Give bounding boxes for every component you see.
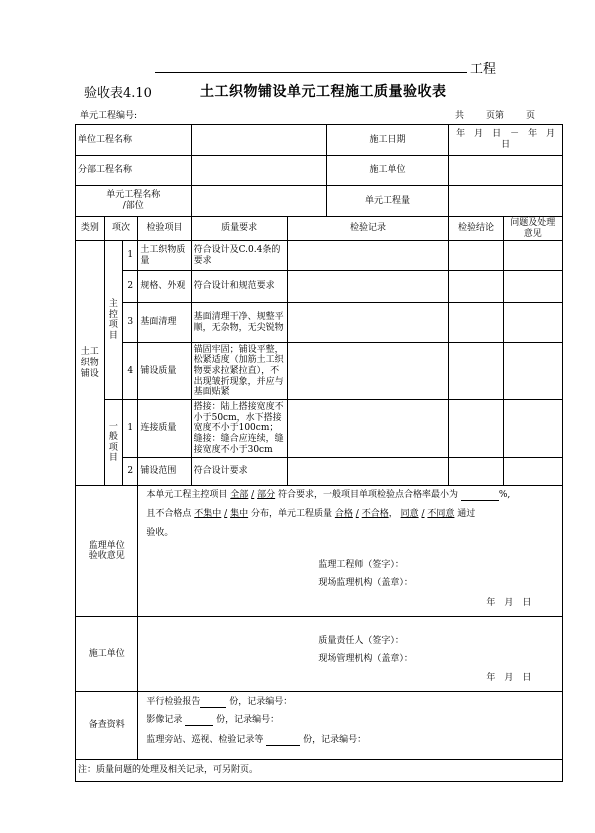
general-item-conclusion[interactable]	[449, 400, 503, 458]
quantity-value[interactable]	[449, 186, 563, 217]
main-group-cell: 主控项目	[104, 241, 122, 400]
main-item-record[interactable]	[287, 271, 449, 303]
supervisor-signature[interactable]: 监理工程师（签字）：	[318, 560, 404, 571]
option-qualified[interactable]: 合格	[334, 509, 353, 520]
acceptance-table	[75, 124, 563, 782]
main-item-record[interactable]	[287, 343, 449, 400]
main-item-issue[interactable]	[503, 343, 562, 400]
main-item-no: 4	[123, 343, 138, 400]
main-item-issue[interactable]	[503, 271, 562, 303]
main-item-no: 2	[123, 271, 138, 303]
unit-project-label: 单位工程名称	[76, 125, 192, 156]
main-item-issue[interactable]	[503, 241, 562, 271]
constructor-label: 施工单位	[326, 156, 449, 186]
option-disagree[interactable]: 不同意	[427, 509, 455, 520]
option-agree[interactable]: 同意	[400, 509, 419, 520]
supervision-date[interactable]: 年 月 日	[486, 598, 532, 609]
main-item-record[interactable]	[287, 241, 449, 271]
project-name-line	[155, 72, 467, 73]
general-item-req: 搭接：陆上搭接宽度不小于50cm，水下搭接宽度不小于100cm；缝接：缝合应连续，缝接宽度不小于30cm	[191, 400, 287, 458]
general-item-no: 1	[123, 400, 138, 458]
reference-content: 平行检验报告 份，记录编号： 影像记录 份，记录编号： 监理旁站、巡视、检验记录等 份，记录编号：	[138, 692, 563, 760]
main-item-conclusion[interactable]	[449, 343, 503, 400]
main-item-conclusion[interactable]	[449, 241, 503, 271]
date-value[interactable]: 年 月 日 － 年 月 日	[449, 125, 563, 156]
main-item-req: 锚固牢固；铺设平整，松紧适度（加筋土工织物要求拉紧拉直），不出现皱折现象，并应与基面贴紧	[191, 343, 287, 400]
main-item-req: 符合设计和规范要求	[191, 271, 287, 303]
general-item-issue[interactable]	[503, 400, 562, 458]
reference-label: 备查资料	[76, 692, 138, 760]
supervision-label: 监理单位 验收意见	[76, 486, 138, 617]
form-number: 验收表4.10	[84, 86, 152, 101]
category-cell: 土工织物铺设	[76, 241, 105, 486]
constructor-value[interactable]	[449, 156, 563, 186]
option-not-concentrated[interactable]: 不集中	[194, 509, 222, 520]
footer-note: 注：质量问题的处理及相关记录，可另附页。	[76, 760, 563, 782]
option-unqualified[interactable]: 不合格	[361, 509, 389, 520]
main-item-conclusion[interactable]	[449, 271, 503, 303]
quantity-label: 单元工程量	[326, 186, 449, 217]
sub-project-label: 分部工程名称	[76, 156, 192, 186]
main-item-name: 基面清理	[138, 303, 191, 343]
quality-signature[interactable]: 质量责任人（签字）：	[318, 636, 404, 647]
col-item: 检验项目	[138, 217, 191, 241]
general-item-issue[interactable]	[503, 458, 562, 486]
general-item-req: 符合设计要求	[191, 458, 287, 486]
option-part[interactable]: 部分	[257, 490, 276, 501]
unit-number-label: 单元工程编号:	[80, 111, 138, 121]
main-item-name: 铺设质量	[138, 343, 191, 400]
sub-project-value[interactable]	[191, 156, 326, 186]
main-item-no: 1	[123, 241, 138, 271]
pass-rate-blank[interactable]	[461, 491, 499, 501]
date-label: 施工日期	[326, 125, 449, 156]
main-item-issue[interactable]	[503, 303, 562, 343]
supervision-seal[interactable]: 现场监理机构（盖章）：	[318, 578, 413, 589]
supervision-opinion: 本单元工程主控项目 全部 / 部分 符合要求，一般项目单项检验点合格率最小为 %, 且不合格点 不集中 / 集中 分布，单元工程质量 合格 / 不合格， 同意 / 不同意 通过 验收。 监理工程师（签字）： 现场监理机构（盖章）： 年 月 日	[138, 486, 563, 617]
option-all[interactable]: 全部	[230, 490, 249, 501]
general-item-record[interactable]	[287, 400, 449, 458]
option-concentrated[interactable]: 集中	[230, 509, 249, 520]
general-item-conclusion[interactable]	[449, 458, 503, 486]
general-item-record[interactable]	[287, 458, 449, 486]
construction-opinion	[138, 617, 563, 692]
construction-date[interactable]: 年 月 日	[486, 673, 532, 684]
general-item-name: 铺设范围	[138, 458, 191, 486]
page-counter: 共 页第 页	[455, 111, 536, 121]
main-item-name: 规格、外观	[138, 271, 191, 303]
main-item-conclusion[interactable]	[449, 303, 503, 343]
main-item-no: 3	[123, 303, 138, 343]
col-conclusion: 检验结论	[449, 217, 503, 241]
main-item-record[interactable]	[287, 303, 449, 343]
general-group-cell: 一般项目	[104, 400, 122, 486]
element-value[interactable]	[191, 186, 326, 217]
construction-label: 施工单位	[76, 617, 138, 692]
project-suffix: 工程	[470, 62, 497, 77]
col-category: 类别	[76, 217, 105, 241]
col-item-no: 项次	[104, 217, 138, 241]
element-label: 单元工程名称 /部位	[76, 186, 192, 217]
page-title: 土工织物铺设单元工程施工质量验收表	[200, 84, 447, 100]
main-item-req: 基面清理干净、规整平顺，无杂物，无尖锐物	[191, 303, 287, 343]
main-item-req: 符合设计及C.0.4条的要求	[191, 241, 287, 271]
col-record: 检验记录	[287, 217, 449, 241]
general-item-no: 2	[123, 458, 138, 486]
general-item-name: 连接质量	[138, 400, 191, 458]
unit-project-value[interactable]	[191, 125, 326, 156]
construction-seal[interactable]: 现场管理机构（盖章）：	[318, 654, 413, 665]
main-item-name: 土工织物质量	[138, 241, 191, 271]
col-issue: 问题及处理 意见	[503, 217, 562, 241]
col-requirement: 质量要求	[191, 217, 287, 241]
